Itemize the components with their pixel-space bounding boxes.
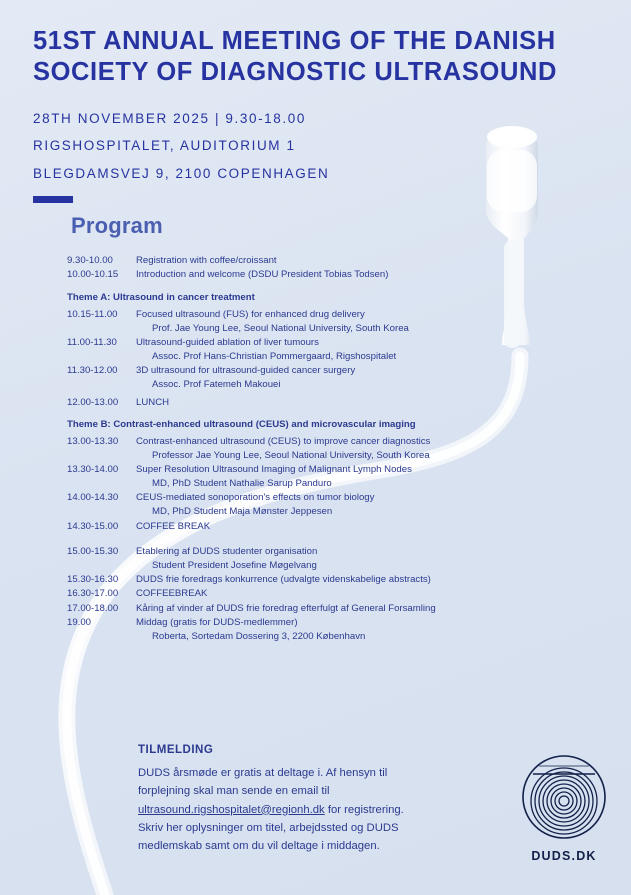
- program-time: 11.00-11.30: [67, 336, 117, 348]
- program-row: [67, 588, 567, 600]
- program-title: LUNCH: [136, 396, 170, 408]
- page-title: [33, 26, 593, 88]
- program-theme-a: Theme A: Ultrasound in cancer treatment: [67, 292, 255, 303]
- program-row: [67, 617, 567, 643]
- program-entry: [136, 309, 567, 335]
- program-time: 19.00: [67, 617, 92, 629]
- program-entry: [136, 337, 567, 363]
- program-title: COFFEEBREAK: [136, 588, 208, 600]
- program-entry: [136, 365, 567, 391]
- program-entry: [136, 464, 567, 490]
- program-title: Registration with coffee/croissant: [136, 255, 277, 266]
- program-time: 13.00-13.30: [67, 436, 119, 448]
- registration-email-link[interactable]: ultrasound.rigshospitalet@regionh.dk: [138, 803, 325, 816]
- registration-line-5: medlemskab samt om du vil deltage i middagen.: [138, 840, 380, 853]
- duds-logo-label: DUDS.DK: [531, 849, 597, 863]
- program-title: COFFEE BREAK: [136, 520, 211, 532]
- title-line-1: 51ST ANNUAL MEETING OF THE DANISH: [33, 27, 556, 55]
- program-entry: [136, 492, 567, 518]
- program-time: 17.00-18.00: [67, 602, 119, 614]
- program-row: [67, 269, 567, 281]
- program-title: Super Resolution Ultrasound Imaging of Malignant Lymph Nodes: [136, 464, 412, 476]
- program-list: [67, 255, 567, 645]
- program-time: 13.30-14.00: [67, 464, 119, 476]
- program-row: [67, 574, 567, 586]
- program-time: 15.30-16.30: [67, 574, 119, 586]
- program-title: DUDS frie foredrags konkurrence (udvalgte videnskabelige abstracts): [136, 574, 431, 586]
- program-title: Focused ultrasound (FUS) for enhanced drug delivery: [136, 308, 365, 320]
- program-title: Middag (gratis for DUDS-medlemmer): [136, 617, 298, 629]
- program-entry: [136, 546, 567, 572]
- program-speaker: Assoc. Prof Fatemeh Makouei: [152, 378, 281, 390]
- program-row: [67, 603, 567, 615]
- program-theme-b: Theme B: Contrast-enhanced ultrasound (CEUS) and microvascular imaging: [67, 419, 416, 431]
- program-row: [67, 255, 567, 267]
- program-time: 14.30-15.00: [67, 520, 119, 532]
- event-date: 28TH NOVEMBER 2025 | 9.30-18.00: [33, 111, 306, 127]
- program-time: 10.15-11.00: [67, 308, 118, 320]
- registration-heading: TILMELDING: [138, 744, 214, 756]
- program-entry: [136, 617, 567, 643]
- program-title: CEUS-mediated sonoporation's effects on tumor biology: [136, 492, 375, 504]
- program-title: Introduction and welcome (DSDU President Tobias Todsen): [136, 269, 389, 281]
- program-speaker: Professor Jae Young Lee, Seoul National University, South Korea: [152, 449, 430, 461]
- registration-line-1: DUDS årsmøde er gratis at deltage i. Af hensyn til: [138, 767, 388, 779]
- program-time: 12.00-13.00: [67, 396, 119, 408]
- duds-logo: [521, 754, 607, 863]
- program-row: [67, 546, 567, 572]
- program-speaker: Student President Josefine Møgelvang: [152, 559, 317, 571]
- header-divider: [33, 196, 73, 203]
- program-speaker: MD, PhD Student Maja Mønster Jeppesen: [152, 506, 333, 518]
- registration-line-3: for registrering.: [324, 803, 404, 816]
- program-row: [67, 464, 567, 490]
- program-entry: [136, 436, 567, 462]
- program-time: 10.00-10.15: [67, 269, 119, 281]
- program-row: [67, 309, 567, 335]
- program-speaker: Prof. Jae Young Lee, Seoul National University, South Korea: [152, 322, 409, 334]
- duds-logo-icon: [521, 754, 607, 840]
- registration-text: [138, 764, 498, 855]
- registration-section: [138, 744, 498, 855]
- event-address: BLEGDAMSVEJ 9, 2100 COPENHAGEN: [33, 165, 330, 181]
- program-time: 15.00-15.30: [67, 545, 119, 557]
- program-row: [67, 337, 567, 363]
- program-speaker: Assoc. Prof Hans-Christian Pommergaard, Rigshospitalet: [152, 350, 397, 362]
- program-time: 14.00-14.30: [67, 492, 119, 504]
- event-meta: [33, 105, 593, 187]
- program-row: [67, 492, 567, 518]
- program-time: 11.30-12.00: [67, 365, 118, 377]
- program-title: Ultrasound-guided ablation of liver tumours: [136, 336, 319, 348]
- program-time: 9.30-10.00: [67, 255, 113, 266]
- program-row: [67, 436, 567, 462]
- program-spacer: [67, 535, 567, 546]
- program-row: [67, 521, 567, 533]
- program-title: Contrast-enhanced ultrasound (CEUS) to improve cancer diagnostics: [136, 436, 431, 448]
- program-venue: Roberta, Sortedam Dossering 3, 2200 København: [152, 630, 366, 642]
- program-row: [67, 397, 567, 409]
- event-venue: RIGSHOSPITALET, AUDITORIUM 1: [33, 138, 296, 154]
- registration-line-2: forplejning skal man sende en email til: [138, 785, 330, 798]
- program-row: [67, 365, 567, 391]
- program-heading: Program: [71, 213, 163, 238]
- program-speaker: MD, PhD Student Nathalie Sarup Panduro: [152, 478, 332, 490]
- program-time: 16.30-17.00: [67, 588, 119, 600]
- registration-line-4: Skriv her oplysninger om titel, arbejdssted og DUDS: [138, 821, 399, 834]
- program-title: 3D ultrasound for ultrasound-guided cancer surgery: [136, 365, 356, 377]
- program-title: Etablering af DUDS studenter organisation: [136, 545, 318, 557]
- title-line-2: SOCIETY OF DIAGNOSTIC ULTRASOUND: [33, 58, 558, 87]
- program-title: Kåring af vinder af DUDS frie foredrag efterfulgt af General Forsamling: [136, 602, 436, 614]
- poster-header: [33, 26, 593, 203]
